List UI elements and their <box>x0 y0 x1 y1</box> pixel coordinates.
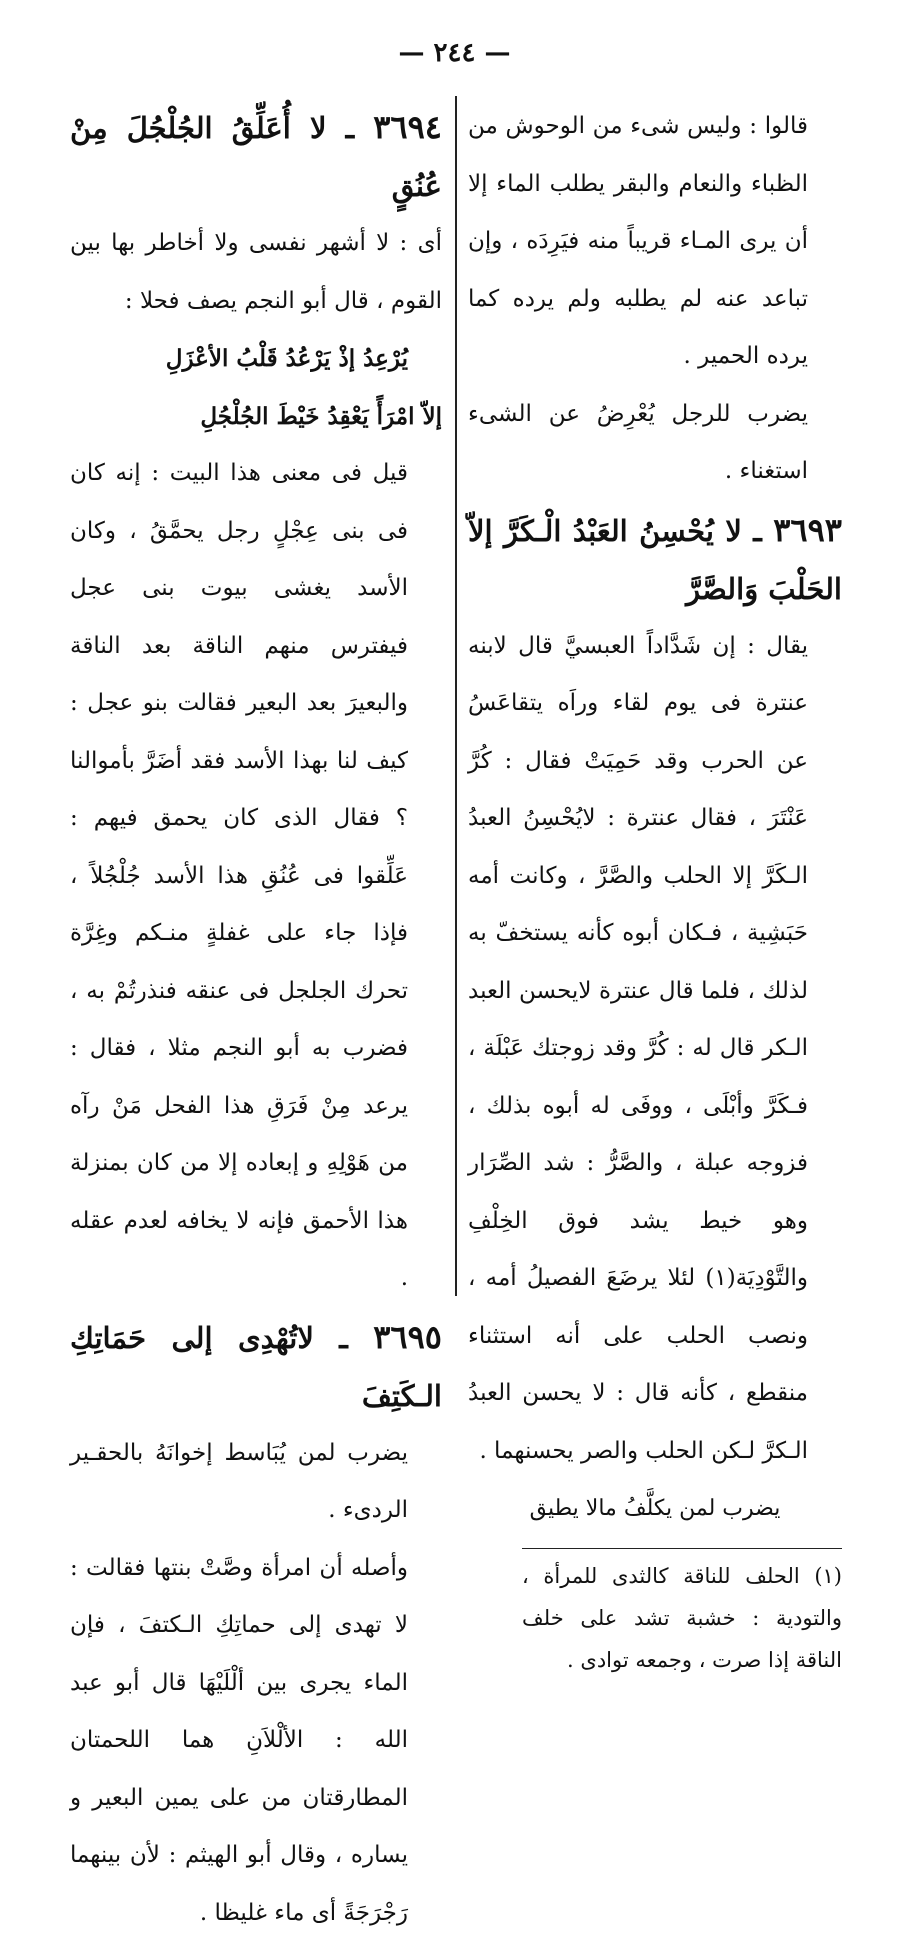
paragraph: يضرب للرجل يُعْرِضُ عن الشىء استغناء . <box>468 386 842 501</box>
paragraph: وأصله أن امرأة وصَّتْ بنتها فقالت : لا تهدى إلى حماتِكِ الـكتفَ ، فإن الماء يجرى بين ألْلَيْهَا قال أبو عبد الله : الألْلاَنِ هما اللحمتان المطارقتان من على يمين البعير و يساره ، وقال أبو الهيثم : لأن بينهما رَجْرَجَةً أى ماء غليظا . <box>70 1540 442 1942</box>
paragraph: يضرب لمن يُبَاسط إخوانَهُ بالحقـير الردىء . <box>70 1425 442 1540</box>
verse-line: إلاّ امْرَأً يَعْقِدُ خَيْطَ الجُلْجُلِ <box>70 388 442 446</box>
proverb-number: ٣٦٩٤ <box>373 108 442 146</box>
proverb-heading-3695 <box>70 1308 442 1425</box>
page-number: — ٢٤٤ — <box>0 38 909 68</box>
paragraph: قالوا : وليس شىء من الوحوش من الظباء والنعام والبقر يطلب الماء إلا أن يرى المـاء قريباً منه فيَرِدَه ، وإن تباعد عنه لم يطلبه ولم يرده كما يرده الحمير . <box>468 98 842 386</box>
usage-note: يضرب لمن يكلَّفُ مالا يطيق <box>468 1480 842 1538</box>
proverb-heading-3693 <box>468 501 842 618</box>
verse-line: يُرْعِدُ إذْ يَرْعُدُ قَلْبُ الأعْزَلِ <box>70 330 442 388</box>
proverb-number: ٣٦٩٣ <box>773 511 842 549</box>
left-column <box>70 98 442 1942</box>
paragraph: يقال : إن شَدَّاداً العبسيَّ قال لابنه عنترة فى يوم لقاء وراَه يتقاعَسُ عن الحرب وقد حَمِيَتْ فقال : كُرَّ عَنْتَرَ ، فقال عنترة : لايُحْسِنُ العبدُ الـكَرَّ إلا الحلب والصَّرَّ ، وكانت أمه حَبَشِية ، فـكان أبوه كأنه يستخفّ به لذلك ، فلما قال عنترة لايحسن العبد الـكر قال له : كُرَّ وقد زوجتك عَبْلَة ، فـكَرَّ وأبْلَى ، ووفَى له أبوه بذلك ، فزوجه عبلة ، والصَّرُّ : شد الصِّرَار وهو خيط يشد فوق الخِلْفِ والتَّوْدِيَة(١) لئلا يرضَعَ الفصيلُ أمه ، ونصب الحلب على أنه استثناء منقطع ، كأنه قال : لا يحسن العبدُ الـكرَّ لـكن الحلب والصر يحسنهما . <box>468 618 842 1481</box>
proverb-title: ـ لا أُعَلِّقُ الجُلْجُلَ مِنْ عُنُقٍ <box>70 111 442 203</box>
right-column <box>468 98 842 1681</box>
proverb-number: ٣٦٩٥ <box>373 1318 442 1356</box>
proverb-title: ـ لا يُحْسِنُ العَبْدُ الْـكَرَّ إلاّ الحَلْبَ وَالصَّرَّ <box>468 514 842 606</box>
paragraph: قيل فى معنى هذا البيت : إنه كان فى بنى عِجْلٍ رجل يحمَّقُ ، وكان الأسد يغشى بيوت بنى عجل فيفترس منهم الناقة بعد الناقة والبعيرَ بعد البعير فقالت بنو عجل : كيف لنا بهذا الأسد فقد أضَرَّ بأموالنا ؟ فقال الذى كان يحمق فيهم : عَلِّقوا فى عُنُقِ هذا الأسد جُلْجُلاً ، فإذا جاء على غفلةٍ منـكم وغِرَّة تحرك الجلجل فى عنقه فنذرتُمْ به ، فضرب به أبو النجم مثلا ، فقال : يرعد مِنْ فَرَقِ هذا الفحل مَنْ رآه من هَوْلِهِ و إبعاده إلا من كان بمنزلة هذا الأحمق فإنه لا يخافه لعدم عقله . <box>70 445 442 1308</box>
proverb-title: ـ لاتُهْدِى إلى حَمَاتِكِ الـكَتِفَ <box>70 1321 442 1413</box>
proverb-heading-3694 <box>70 98 442 215</box>
column-divider <box>455 96 457 1296</box>
footnote: (١) الحلف للناقة كالثدى للمرأة ، والتودية : خشبة تشد على خلف الناقة إذا صرت ، وجمعه توادى . <box>522 1548 842 1681</box>
paragraph: أى : لا أشهر نفسى ولا أخاطر بها بين القوم ، قال أبو النجم يصف فحلا : <box>70 215 442 330</box>
